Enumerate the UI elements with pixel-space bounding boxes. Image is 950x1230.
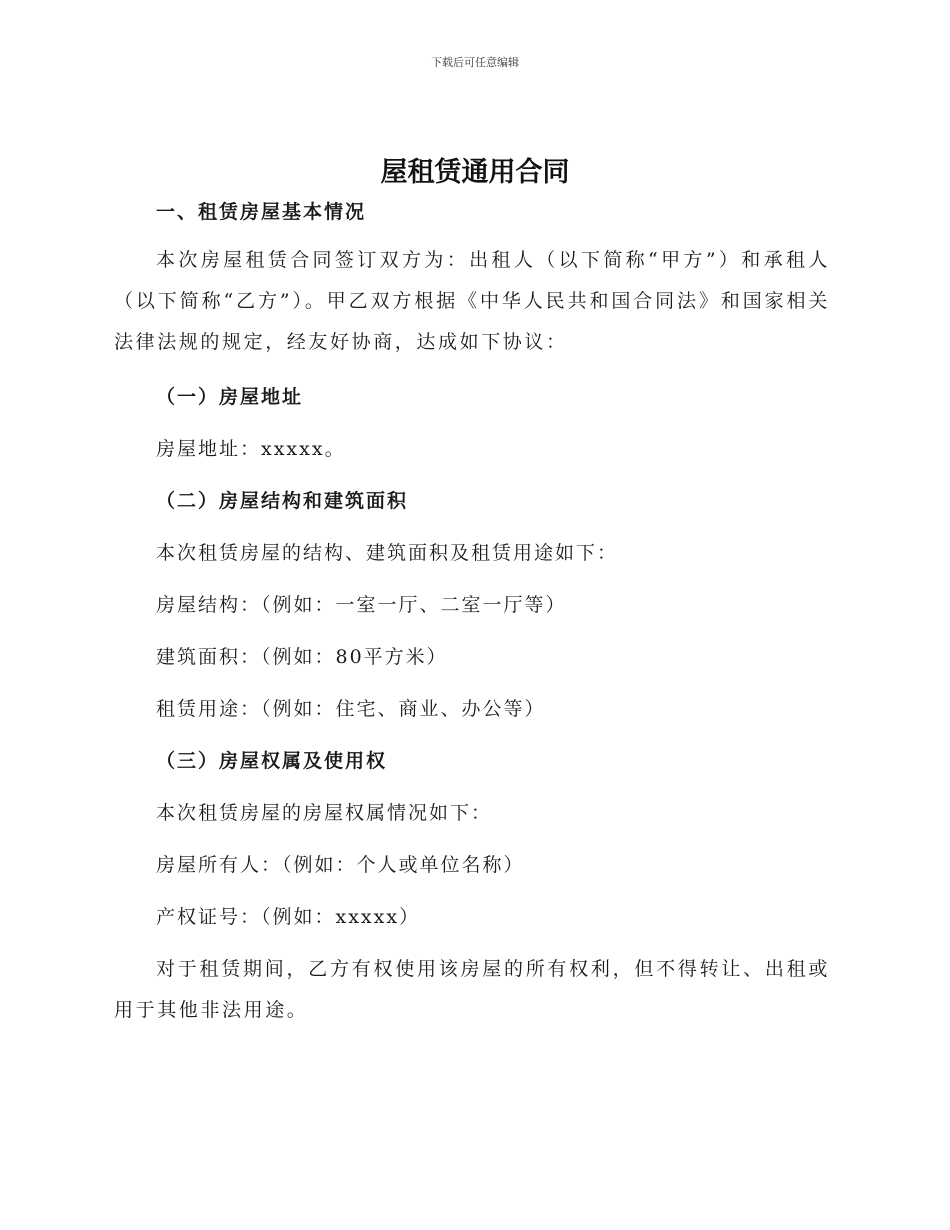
owner-line: 房屋所有人：（例如：个人或单位名称）: [156, 854, 525, 876]
header-note: 下载后可任意编辑: [431, 56, 519, 69]
certificate-line: 产权证号：（例如：xxxxx）: [156, 906, 421, 928]
document-title: 屋租赁通用合同: [380, 157, 570, 188]
ownership-intro-line: 本次租赁房屋的房屋权属情况如下：: [156, 802, 493, 824]
structure-line: 房屋结构：（例如：一室一厅、二室一厅等）: [156, 594, 567, 616]
subheading-ownership: （三）房屋权属及使用权: [156, 750, 388, 772]
section-heading-basic-info: 一、租赁房屋基本情况: [156, 201, 367, 223]
address-line: 房屋地址：xxxxx。: [156, 438, 346, 460]
structure-intro-line: 本次租赁房屋的结构、建筑面积及租赁用途如下：: [156, 542, 619, 564]
subheading-structure-area: （二）房屋结构和建筑面积: [156, 490, 409, 512]
usage-line: 租赁用途：（例如：住宅、商业、办公等）: [156, 698, 546, 720]
subheading-address: （一）房屋地址: [156, 386, 304, 408]
document-body: [114, 194, 830, 1031]
area-line: 建筑面积：（例如：80平方米）: [156, 646, 448, 668]
intro-paragraph: 本次房屋租赁合同签订双方为：出租人（以下简称“甲方”）和承租人（以下简称“乙方”）。甲乙双方根据《中华人民共和国合同法》和国家相关法律法规的规定，经友好协商，达成如下协议：: [114, 249, 830, 353]
rights-paragraph: 对于租赁期间，乙方有权使用该房屋的所有权利，但不得转让、出租或用于其他非法用途。: [114, 958, 830, 1021]
